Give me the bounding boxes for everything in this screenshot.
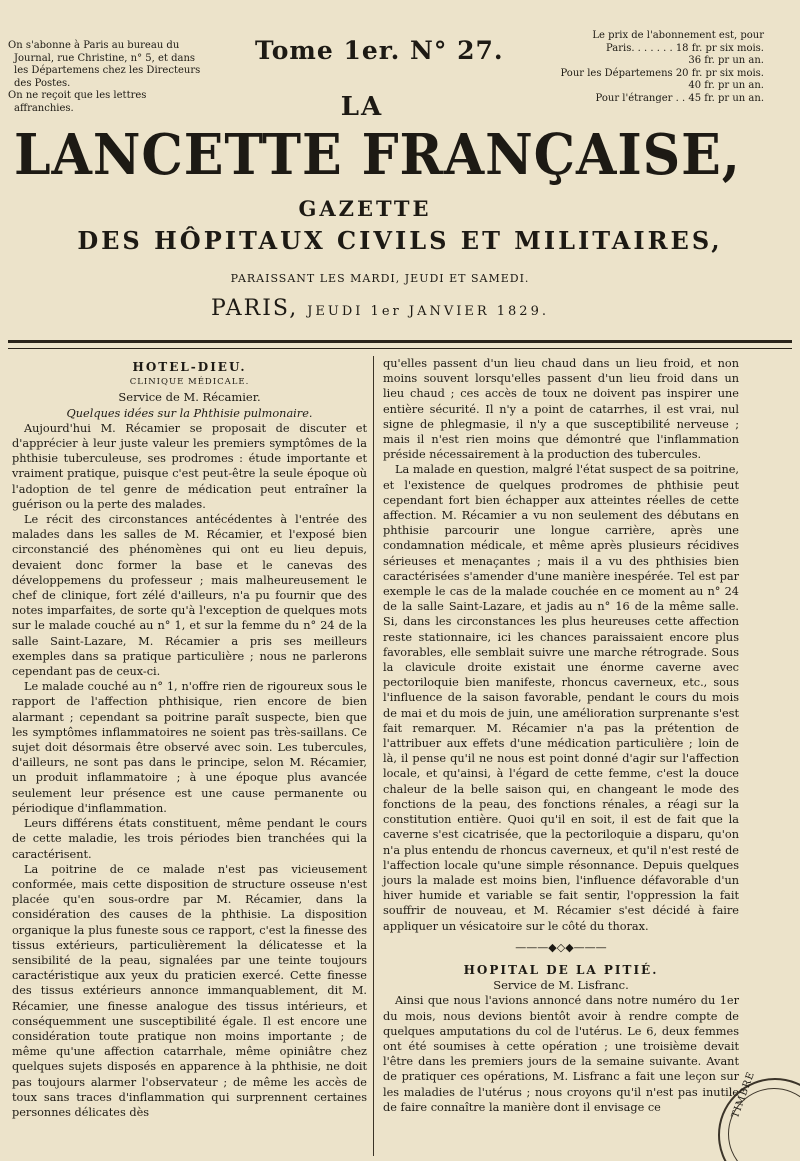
masthead-title: LANCETTE FRANÇAISE, [14, 122, 741, 188]
masthead-subtitle: DES HÔPITAUX CIVILS ET MILITAIRES, [77, 226, 723, 255]
section-title: HOTEL-DIEU. [132, 360, 247, 374]
header-rule [8, 340, 792, 343]
price-line: 40 fr. pr un an. [688, 80, 764, 91]
service-heading: Service de M. Récamier. [118, 390, 261, 405]
left-column [12, 356, 367, 1120]
section-subtitle: CLINIQUE MÉDICALE. [129, 377, 250, 388]
article-paragraph: qu'elles passent d'un lieu chaud dans un lieu froid, et non moins souvent lorsqu'elles passent d'un lieu froid dans un lieu chaud ; ces accès de toux ne doivent pas inspirer une entière sécurité. Il n'y a point de catarrhes, il est vrai, nul signe de phlegmasie, il n'y a que susceptibilité nerveuse ; mais il n'est rien moins que démontré que l'inflammation préside nécessairement à la production des tubercules. [383, 357, 739, 462]
section-title: HOPITAL DE LA PITIÉ. [463, 962, 659, 977]
subscription-notice-line: On s'abonne à Paris au bureau du Journal, rue Christine, n° 5, et dans les Départemens chez les Directeurs des Postes. [8, 40, 201, 89]
column-divider [373, 356, 374, 1156]
subscription-notice [8, 40, 206, 115]
publication-schedule: PARAISSANT LES MARDI, JEUDI ET SAMEDI. [230, 272, 530, 285]
right-column [383, 356, 739, 1115]
section-ornament: ———◆◇◆——— [515, 940, 607, 954]
article-paragraph: Aujourd'hui M. Récamier se proposait de discuter et d'apprécier à leur juste valeur les premiers symptômes de la phthisie tuberculeuse, ses prodromes : étude importante et vraiment pratique, puisque c'est peut-être la seule époque où l'adoption de tel genre de médication peut entraîner la guérison ou la perte des malades. [12, 421, 367, 511]
dateline-city: PARIS, [210, 296, 299, 321]
masthead-gazette: GAZETTE [298, 196, 432, 221]
subscription-prices [528, 30, 764, 105]
header-rule-thin [8, 348, 792, 349]
price-line: Pour les Départemens 20 fr. pr six mois. [560, 67, 764, 79]
tax-stamp-text: TIMBRE [730, 1069, 758, 1120]
subscription-notice-line: On ne reçoit que les lettres affranchies. [8, 90, 147, 114]
service-heading: Service de M. Lisfranc. [493, 978, 629, 993]
article-paragraph: La malade en question, malgré l'état suspect de sa poitrine, et l'existence de quelques prodromes de phthisie peut cependant fort bien échapper aux atteintes réelles de cette affection. M. Récamier a vu non seulement des débutans en phthisie parcourir une longue carrière, après une condamnation médicale, et même après plusieurs récidives sérieuses et menaçantes ; mais il a vu des phthisies bien caractérisées s'amender d'une manière inespérée. Tel est par exemple le cas de la malade couchée en ce moment au n° 24 de la salle Saint-Lazare, et jadis au n° 16 de la même salle. Si, dans les circonstances les plus heureuses cette affection reste stationnaire, ici les chances paraissaient encore plus favorables, elle semblait suivre une marche rétrograde. Sous la clavicule droite existait une énorme caverne avec pectoriloquie bien manifeste, rhoncus caverneux, etc., sous l'influence de la saison favorable, pendant le cours du mois de mai et du mois de juin, une amélioration surprenante s'est fait remarquer. M. Récamier n'a pas la prétention de l'attribuer aux effets d'une médication particulière ; loin de là, il pense qu'il ne nous est point donné d'agir sur l'affection locale, et qu'ainsi, à l'égard de cette femme, c'est la douce chaleur de la belle saison qui, en changeant le mode des fonctions de la peau, des fonctions rénales, a réagi sur la constitution entière. Quoi qu'il en soit, il est de fait que la caverne s'est cicatrisée, que la pectoriloquie a disparu, qu'on n'a plus entendu de rhoncus caverneux, et qu'il n'est resté de l'affection locale qu'une simple résonnance. Depuis quelques jours la malade est moins bien, l'influence défavorable d'un hiver humide et variable se fait sentir, l'oppression la fait souffrir de nouveau, et M. Récamier s'est décidé à faire appliquer un vésicatoire sur le côté du thorax. [383, 463, 739, 933]
article-paragraph: Le récit des circonstances antécédentes à l'entrée des malades dans les salles de M. Récamier, et l'exposé bien circonstancié des phénomènes qui ont eu lieu depuis, devaient donc former la base et le canevas des développemens du professeur ; mais malheureusement le chef de clinique, fort zélé d'ailleurs, n'a pu fournir que des notes imparfaites, de sorte qu'à l'exception de quelques mots sur le malade couché au n° 1, et sur la femme du n° 24 de la salle Saint-Lazare, M. Récamier a pris ses meilleurs exemples dans sa pratique particulière ; nous ne parlerons cependant pas de ceux-ci. [12, 513, 367, 679]
article-paragraph: Leurs différens états constituent, même pendant le cours de cette maladie, les trois périodes bien tranchées qui la caractérisent. [12, 817, 367, 861]
dateline [180, 296, 580, 321]
price-line: Pour l'étranger . . 45 fr. pr un an. [595, 92, 764, 104]
article-subject: Quelques idées sur la Phthisie pulmonaire. [66, 406, 313, 420]
article-paragraph: Ainsi que nous l'avions annoncé dans notre numéro du 1er du mois, nous devions bientôt avoir à rendre compte de quelques amputations du col de l'utérus. Le 6, deux femmes ont été soumises à cette opération ; une troisième devait l'être dans les premiers jours de la semaine suivante. Avant de pratiquer ces opérations, M. Lisfranc a fait une leçon sur les maladies de l'utérus ; nous croyons qu'il n'est pas inutile de faire connaître la manière dont il envisage ce [383, 994, 739, 1114]
dateline-date: JEUDI 1er JANVIER 1829. [307, 304, 549, 319]
article-paragraph: Le malade couché au n° 1, n'offre rien de rigoureux sous le rapport de l'affection phthisique, rien encore de bien alarmant ; cependant sa poitrine paraît suspecte, bien que les symptômes inflammatoires ne soient pas très-saillans. Ce sujet doit désormais être observé avec soin. Les tubercules, d'ailleurs, ne sont pas dans le principe, selon M. Récamier, un produit inflammatoire ; à une époque plus avancée seulement leur présence est une cause permanente ou périodique d'inflammation. [12, 680, 367, 815]
price-line: 36 fr. pr un an. [688, 55, 764, 66]
volume-number: Tome 1er. N° 27. [255, 36, 504, 65]
masthead-article: LA [340, 92, 384, 122]
article-paragraph: La poitrine de ce malade n'est pas vicieusement conformée, mais cette disposition de structure osseuse n'est placée qu'en sous-ordre par M. Récamier, dans la considération des causes de la phthisie. La disposition organique la plus funeste sous ce rapport, c'est la finesse des tissus extérieurs, particulièrement la délicatesse et la sensibilité de la peau, signalées par une teinte toujours caractéristique aux yeux du praticien exercé. Cette finesse des tissus extérieurs annonce immanquablement, dit M. Récamier, une finesse analogue des tissus intérieurs, et conséquemment une susceptibilité égale. Il est encore une considération toute pratique non moins importante ; de même qu'une affection catarrhale, même opiniâtre chez quelques sujets disposés en apparence à la phthisie, ne doit pas toujours alarmer l'observateur ; de même les accès de toux sans traces d'inflammation qui surprennent certaines personnes délicates dès [12, 862, 367, 1119]
price-line: Paris. . . . . . . 18 fr. pr six mois. [605, 42, 764, 54]
price-line: Le prix de l'abonnement est, pour [592, 30, 764, 41]
